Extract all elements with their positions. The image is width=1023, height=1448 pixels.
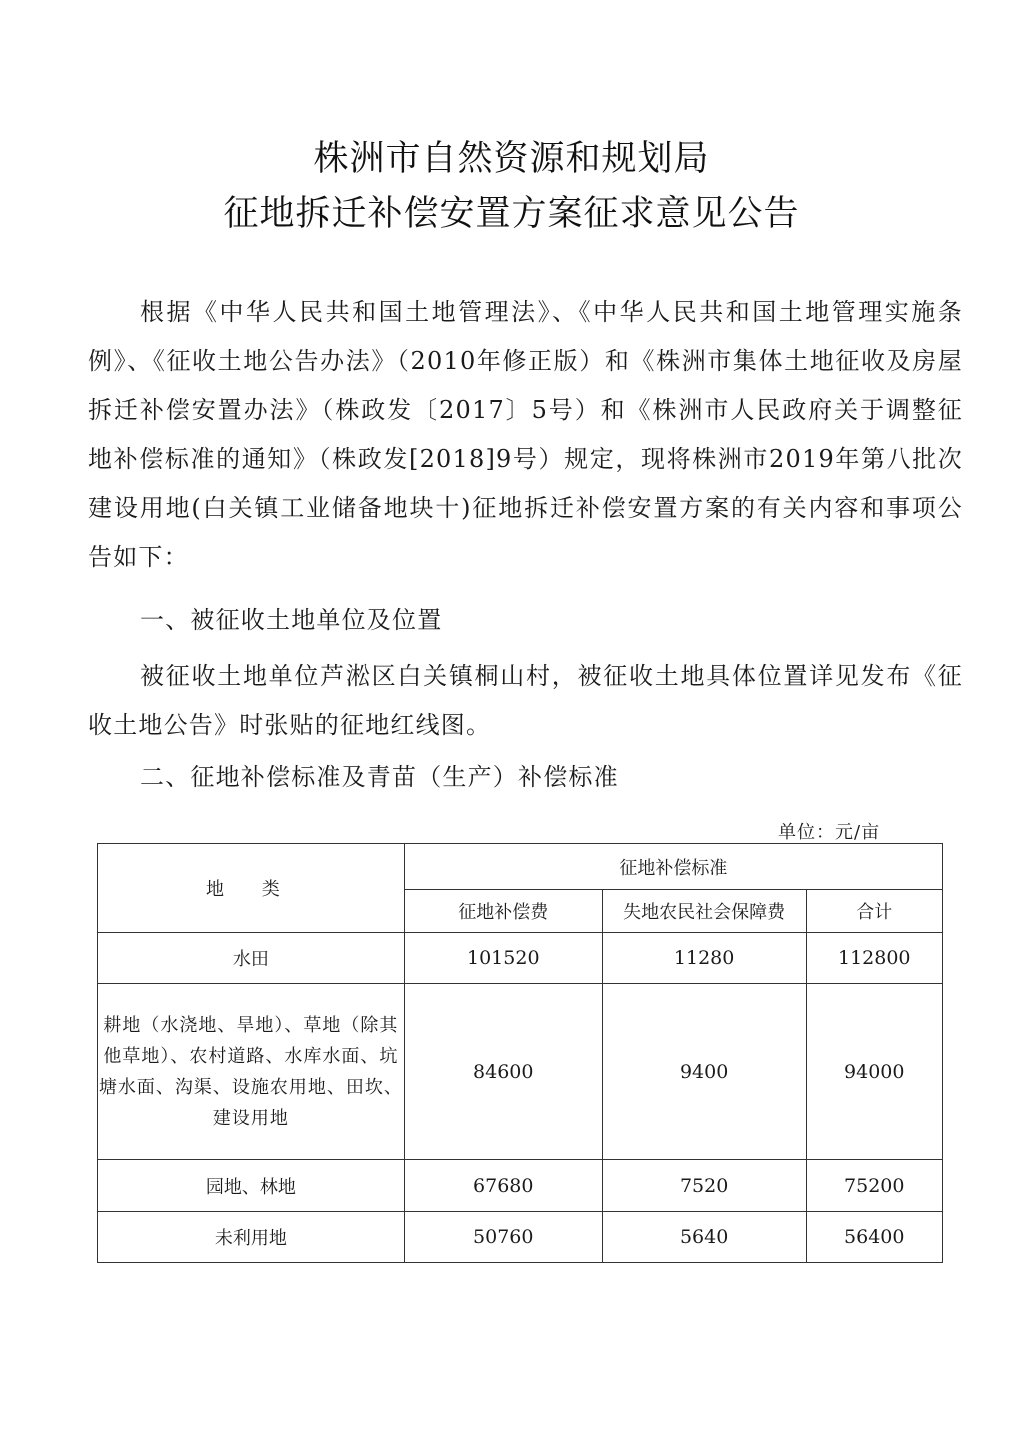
total-cell: 112800: [806, 933, 942, 984]
section-1-body: 被征收土地单位芦淞区白关镇桐山村，被征收土地具体位置详见发布《征收土地公告》时张贴的征地红线图。: [88, 662, 963, 739]
unit-note: 单位：元/亩: [778, 822, 881, 843]
table-row: [98, 1160, 943, 1212]
land-type-cell: 水田: [98, 933, 405, 984]
social-security-cell: 11280: [602, 933, 806, 984]
land-type-cell: 耕地（水浇地、旱地）、草地（除其他草地）、农村道路、水库水面、坑塘水面、沟渠、设施农用地、田坎、建设用地: [98, 984, 405, 1160]
compensation-table: [97, 843, 943, 1263]
title-line-2: 征地拆迁补偿安置方案征求意见公告: [223, 194, 800, 234]
table-header-row: [98, 844, 943, 890]
section-2-heading: 二、征地补偿标准及青苗（生产）补偿标准: [140, 763, 619, 791]
compensation-cell: 50760: [404, 1212, 602, 1263]
intro-paragraph: 根据《中华人民共和国土地管理法》、《中华人民共和国土地管理实施条例》、《征收土地公告办法》（2010年修正版）和《株洲市集体土地征收及房屋拆迁补偿安置办法》（株政发〔2017〕5号）和《株洲市人民政府关于调整征地补偿标准的通知》（株政发[2018]9号）规定，现将株洲市2019年第八批次建设用地(白关镇工业储备地块十)征地拆迁补偿安置方案的有关内容和事项公告如下：: [88, 298, 963, 571]
header-compensation: 征地补偿费: [404, 890, 602, 933]
header-group: 征地补偿标准: [404, 844, 942, 890]
land-type-cell: 园地、林地: [98, 1160, 405, 1212]
table-row: [98, 984, 943, 1160]
header-social-security: 失地农民社会保障费: [602, 890, 806, 933]
header-total: 合计: [806, 890, 942, 933]
compensation-cell: 84600: [404, 984, 602, 1160]
compensation-cell: 101520: [404, 933, 602, 984]
land-type-cell: 未利用地: [98, 1212, 405, 1263]
total-cell: 94000: [806, 984, 942, 1160]
social-security-cell: 5640: [602, 1212, 806, 1263]
total-cell: 56400: [806, 1212, 942, 1263]
section-1-heading: 一、被征收土地单位及位置: [140, 606, 443, 634]
title-line-1: 株洲市自然资源和规划局: [313, 139, 710, 179]
compensation-cell: 67680: [404, 1160, 602, 1212]
header-land-type: 地 类: [98, 844, 405, 933]
total-cell: 75200: [806, 1160, 942, 1212]
social-security-cell: 7520: [602, 1160, 806, 1212]
table-row: [98, 1212, 943, 1263]
table-row: [98, 933, 943, 984]
social-security-cell: 9400: [602, 984, 806, 1160]
